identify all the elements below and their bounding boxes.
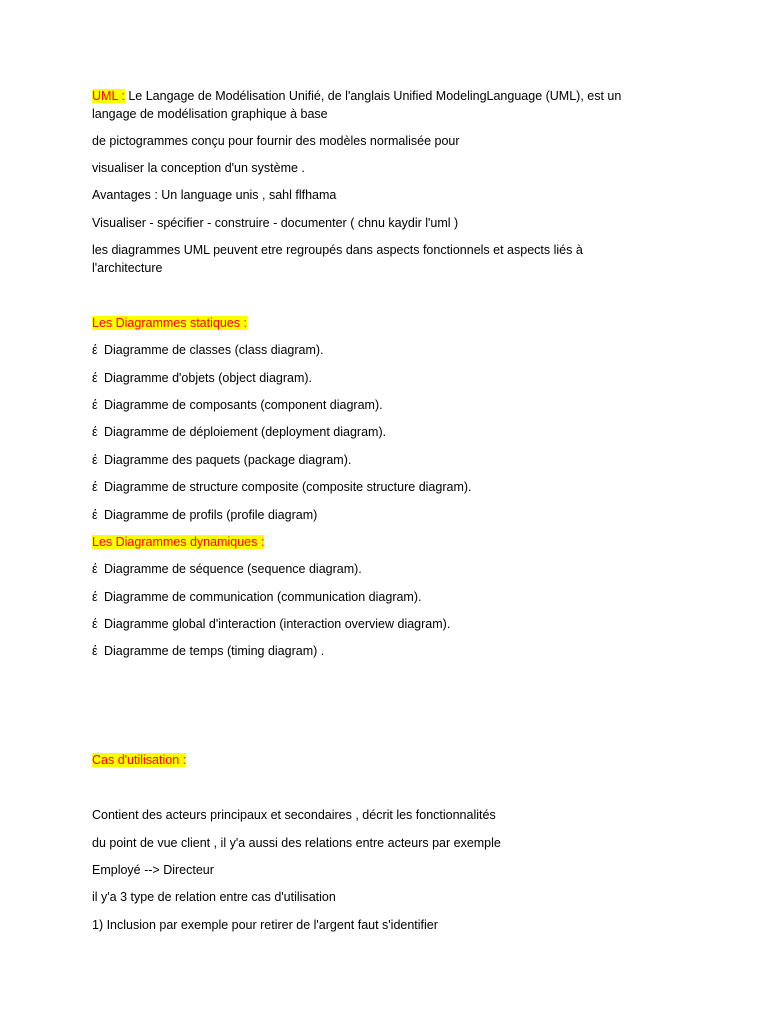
list-item-text: Diagramme global d'interaction (interaction overview diagram).	[104, 617, 451, 631]
intro-line-1-text: Le Langage de Modélisation Unifié, de l'anglais Unified ModelingLanguage (UML), est un	[124, 89, 622, 103]
list-item-text: Diagramme de classes (class diagram).	[104, 343, 324, 357]
advantages-line: Avantages : Un language unis , sahl flfhama	[92, 188, 337, 202]
intro-line-2: langage de modélisation graphique à base	[92, 107, 328, 121]
use-case-heading-text: Cas d'utilisation :	[92, 753, 187, 767]
bullet-glyph: έ	[92, 398, 98, 412]
intro-line-1	[92, 88, 621, 104]
list-item-text: Diagramme de déploiement (deployment diagram).	[104, 425, 387, 439]
bullet-glyph: έ	[92, 425, 98, 439]
list-item-text: Diagramme de structure composite (composite structure diagram).	[104, 480, 472, 494]
list-item	[92, 507, 317, 523]
list-item	[92, 561, 362, 577]
use-case-line-1: Contient des acteurs principaux et secondaires , décrit les fonctionnalités	[92, 808, 496, 822]
bullet-glyph: έ	[92, 453, 98, 467]
intro-line-3: de pictogrammes conçu pour fournir des modèles normalisée pour	[92, 134, 460, 148]
list-item	[92, 643, 324, 659]
intro-line-7: les diagrammes UML peuvent etre regroupés dans aspects fonctionnels et aspects liés à	[92, 243, 583, 257]
list-item-text: Diagramme de séquence (sequence diagram).	[104, 562, 362, 576]
list-item-text: Diagramme de communication (communication diagram).	[104, 590, 422, 604]
use-case-line-5: 1) Inclusion par exemple pour retirer de l'argent faut s'identifier	[92, 918, 438, 932]
use-case-line-2: du point de vue client , il y'a aussi des relations entre acteurs par exemple	[92, 836, 501, 850]
static-diagrams-heading	[92, 315, 247, 331]
list-item-text: Diagramme de temps (timing diagram) .	[104, 644, 325, 658]
list-item-text: Diagramme des paquets (package diagram).	[104, 453, 352, 467]
dynamic-diagrams-heading	[92, 534, 264, 550]
bullet-glyph: έ	[92, 644, 98, 658]
uml-highlight-label: UML :	[92, 89, 125, 103]
list-item-text: Diagramme d'objets (object diagram).	[104, 371, 313, 385]
use-case-line-4: il y'a 3 type de relation entre cas d'utilisation	[92, 890, 336, 904]
use-case-heading	[92, 752, 186, 768]
intro-line-4: visualiser la conception d'un système .	[92, 161, 305, 175]
intro-line-8: l'architecture	[92, 261, 163, 275]
dynamic-diagrams-heading-text: Les Diagrammes dynamiques :	[92, 535, 265, 549]
list-item	[92, 397, 383, 413]
steps-line: Visualiser - spécifier - construire - documenter ( chnu kaydir l'uml )	[92, 216, 459, 230]
list-item	[92, 370, 312, 386]
bullet-glyph: έ	[92, 508, 98, 522]
bullet-glyph: έ	[92, 590, 98, 604]
bullet-glyph: έ	[92, 562, 98, 576]
static-diagrams-heading-text: Les Diagrammes statiques :	[92, 316, 247, 330]
bullet-glyph: έ	[92, 371, 98, 385]
use-case-line-3: Employé --> Directeur	[92, 863, 214, 877]
list-item	[92, 342, 324, 358]
bullet-glyph: έ	[92, 617, 98, 631]
list-item	[92, 479, 472, 495]
list-item-text: Diagramme de profils (profile diagram)	[104, 508, 318, 522]
list-item	[92, 616, 450, 632]
list-item	[92, 589, 421, 605]
bullet-glyph: έ	[92, 343, 98, 357]
list-item	[92, 424, 386, 440]
bullet-glyph: έ	[92, 480, 98, 494]
list-item-text: Diagramme de composants (component diagram).	[104, 398, 383, 412]
list-item	[92, 452, 351, 468]
